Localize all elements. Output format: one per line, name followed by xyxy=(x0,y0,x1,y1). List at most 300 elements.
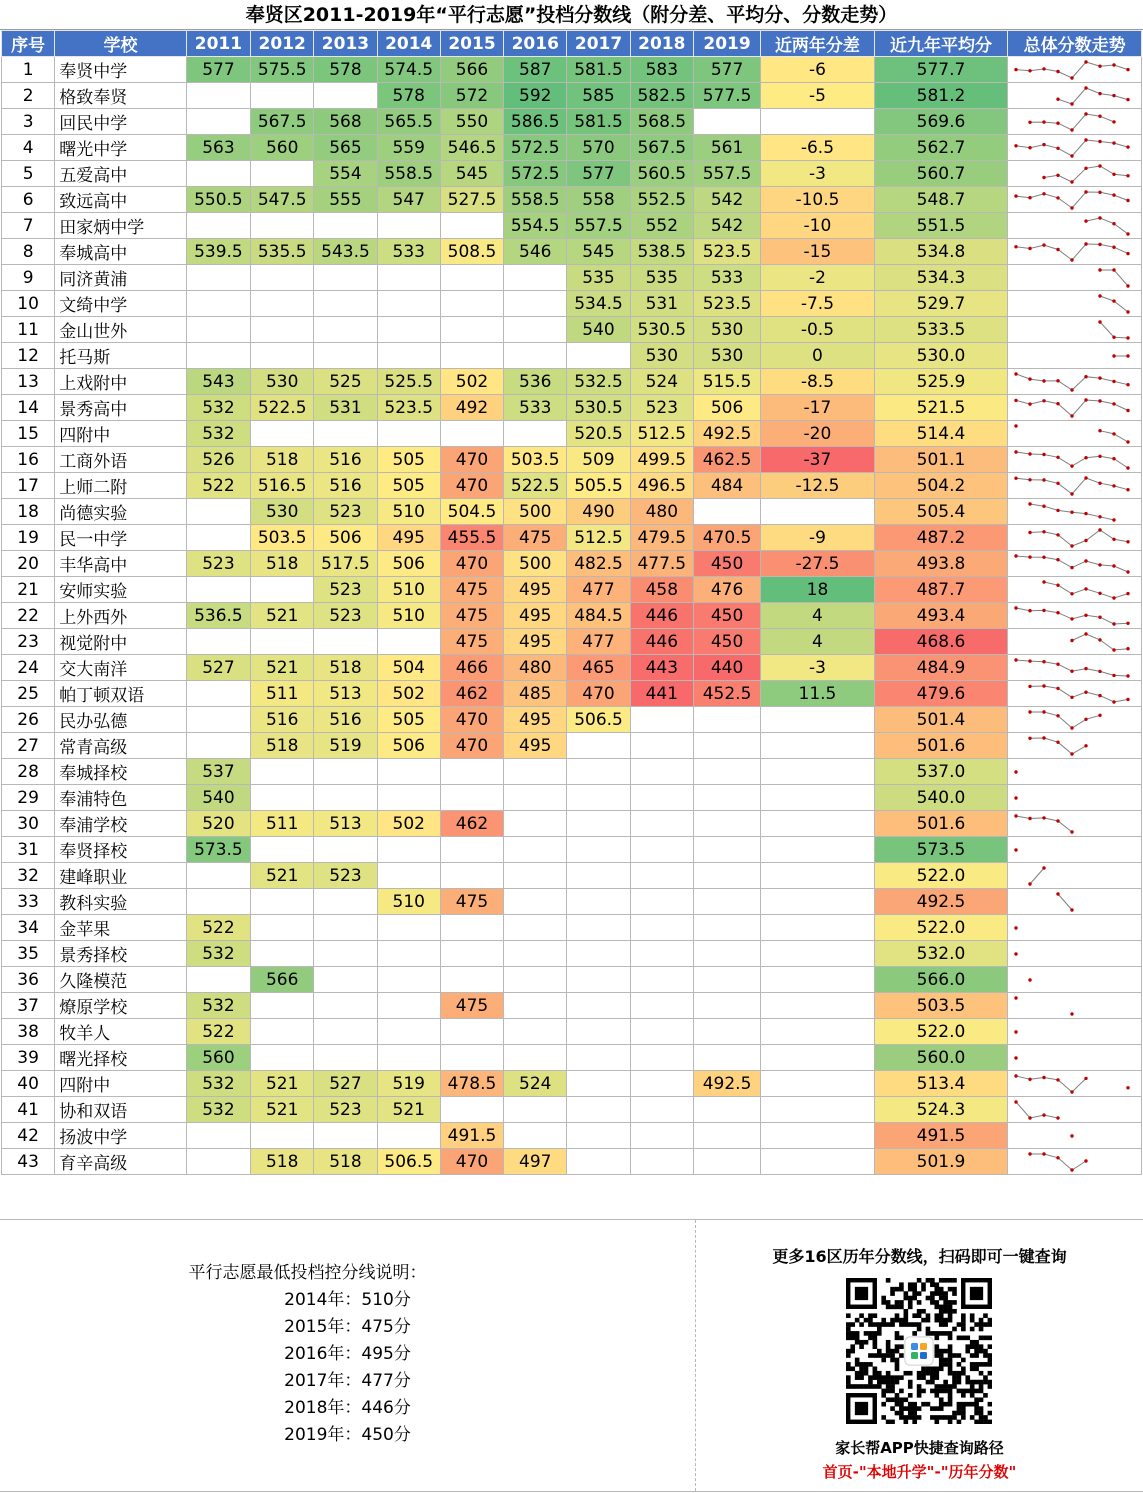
score-cell: 503.5 xyxy=(504,447,567,473)
trend-sparkline xyxy=(1008,447,1142,473)
score-cell: 577.5 xyxy=(693,83,760,109)
sparkline-point xyxy=(1043,478,1046,481)
qr-module xyxy=(961,1318,966,1323)
score-cell: 502 xyxy=(377,681,440,707)
column-header: 2016 xyxy=(504,31,567,57)
qr-module xyxy=(886,1278,891,1283)
sparkline-point xyxy=(1015,372,1018,375)
sparkline-point xyxy=(1015,1030,1018,1033)
score-cell: 575.5 xyxy=(251,57,314,83)
score-cell xyxy=(377,629,440,655)
score-cell xyxy=(377,421,440,447)
sparkline-point xyxy=(1015,814,1018,817)
sparkline-point xyxy=(1071,908,1074,911)
sparkline-line xyxy=(1016,1102,1058,1118)
sparkline-point xyxy=(1015,606,1018,609)
sparkline-point xyxy=(1099,191,1102,194)
qr-module xyxy=(957,1336,962,1341)
sparkline-point xyxy=(1113,222,1116,225)
sparkline-line xyxy=(1016,660,1128,676)
score-cell xyxy=(251,993,314,1019)
qr-module xyxy=(983,1393,988,1398)
qr-module xyxy=(948,1300,953,1305)
table-row xyxy=(2,993,1142,1019)
score-cell xyxy=(504,291,567,317)
score-cell xyxy=(693,811,760,837)
sparkline-point xyxy=(1113,336,1116,339)
sparkline-point xyxy=(1127,622,1130,625)
sparkline-line xyxy=(1100,296,1128,312)
sparkline-point xyxy=(1113,432,1116,435)
sparkline-point xyxy=(1015,554,1018,557)
column-header: 2017 xyxy=(567,31,630,57)
score-cell xyxy=(377,1123,440,1149)
score-cell: 533 xyxy=(693,265,760,291)
sparkline-point xyxy=(1043,1113,1046,1116)
sparkline-chart xyxy=(1008,785,1139,810)
qr-module xyxy=(873,1313,878,1318)
score-cell: 523 xyxy=(314,1097,377,1123)
row-number: 2 xyxy=(2,83,55,109)
score-cell: 475 xyxy=(440,993,503,1019)
qr-module xyxy=(957,1362,962,1367)
column-header: 2012 xyxy=(251,31,314,57)
qr-module xyxy=(917,1313,922,1318)
qr-module xyxy=(917,1415,922,1420)
school-name: 回民中学 xyxy=(55,109,187,135)
qr-module xyxy=(926,1278,931,1283)
school-name: 奉城择校 xyxy=(55,759,187,785)
score-cell: 450 xyxy=(693,629,760,655)
row-number: 28 xyxy=(2,759,55,785)
qr-module xyxy=(979,1384,984,1389)
qr-module xyxy=(895,1331,900,1336)
score-cell: 518 xyxy=(251,1149,314,1175)
page-title: 奉贤区2011-2019年“平行志愿”投档分数线（附分差、平均分、分数走势） xyxy=(0,0,1143,30)
score-cell xyxy=(440,941,503,967)
sparkline-point xyxy=(1127,409,1130,412)
sparkline-point xyxy=(1057,402,1060,405)
score-cell xyxy=(186,733,250,759)
score-cell: 577 xyxy=(186,57,250,83)
qr-module xyxy=(855,1336,860,1341)
score-cell xyxy=(377,967,440,993)
trend-sparkline xyxy=(1008,317,1142,343)
sparkline-chart xyxy=(1008,525,1139,550)
nine-year-average: 530.0 xyxy=(874,343,1008,369)
table-row xyxy=(2,109,1142,135)
qr-module xyxy=(850,1322,855,1327)
sparkline-point xyxy=(1113,622,1116,625)
qr-module xyxy=(881,1415,886,1420)
qr-module xyxy=(881,1375,886,1380)
sparkline-point xyxy=(1127,232,1130,235)
qr-module xyxy=(886,1344,891,1349)
score-cell xyxy=(630,941,693,967)
score-cell: 530 xyxy=(693,343,760,369)
sparkline-point xyxy=(1113,648,1116,651)
qr-module xyxy=(846,1336,851,1341)
score-cell: 530.5 xyxy=(567,395,630,421)
sparkline-point xyxy=(1043,1152,1046,1155)
sparkline-point xyxy=(1113,94,1116,97)
sparkline-point xyxy=(1085,167,1088,170)
sparkline-point xyxy=(1071,388,1074,391)
qr-module xyxy=(890,1358,895,1363)
row-number: 7 xyxy=(2,213,55,239)
score-cell xyxy=(377,759,440,785)
two-year-diff xyxy=(761,785,874,811)
score-cell: 491.5 xyxy=(440,1123,503,1149)
sparkline-point xyxy=(1043,736,1046,739)
qr-module xyxy=(921,1375,926,1380)
sparkline-point xyxy=(1071,639,1074,642)
sparkline-point xyxy=(1015,424,1018,427)
qr-module xyxy=(957,1380,962,1385)
score-cell: 492.5 xyxy=(693,1071,760,1097)
score-cell xyxy=(314,343,377,369)
qr-module xyxy=(957,1402,962,1407)
score-cell: 578 xyxy=(314,57,377,83)
score-cell xyxy=(251,759,314,785)
qr-module xyxy=(886,1389,891,1394)
qr-module xyxy=(939,1384,944,1389)
score-cell: 525 xyxy=(314,369,377,395)
qr-module xyxy=(890,1318,895,1323)
score-cell xyxy=(314,1123,377,1149)
table-row xyxy=(2,655,1142,681)
qr-module xyxy=(859,1384,864,1389)
score-cell xyxy=(186,863,250,889)
qr-module xyxy=(952,1375,957,1380)
sparkline-point xyxy=(1113,700,1116,703)
qr-module xyxy=(934,1318,939,1323)
qr-module xyxy=(970,1402,975,1407)
score-cell: 585 xyxy=(567,83,630,109)
sparkline-point xyxy=(1029,1152,1032,1155)
score-cell: 497 xyxy=(504,1149,567,1175)
sparkline-point xyxy=(1099,429,1102,432)
sparkline-point xyxy=(1071,1168,1074,1171)
sparkline-chart xyxy=(1008,915,1139,940)
sparkline-point xyxy=(1127,592,1130,595)
qr-module xyxy=(895,1411,900,1416)
qr-module xyxy=(890,1406,895,1411)
qr-module xyxy=(943,1349,948,1354)
score-cell: 518 xyxy=(251,551,314,577)
score-cell: 559 xyxy=(377,135,440,161)
qr-module xyxy=(952,1384,957,1389)
score-cell: 523.5 xyxy=(693,239,760,265)
score-cell xyxy=(314,759,377,785)
sparkline-point xyxy=(1029,555,1032,558)
score-cell xyxy=(504,759,567,785)
qr-module xyxy=(943,1331,948,1336)
sparkline-point xyxy=(1043,580,1046,583)
score-cell xyxy=(314,1019,377,1045)
sparkline-point xyxy=(1127,383,1130,386)
qr-code-icon[interactable] xyxy=(846,1278,992,1424)
sparkline-point xyxy=(1029,1078,1032,1081)
sparkline-point xyxy=(1085,667,1088,670)
score-cell xyxy=(693,915,760,941)
qr-module xyxy=(934,1384,939,1389)
qr-module xyxy=(952,1300,957,1305)
sparkline-line xyxy=(1016,244,1128,260)
score-cell: 547.5 xyxy=(251,187,314,213)
score-cell: 450 xyxy=(693,603,760,629)
qr-module xyxy=(961,1406,966,1411)
qr-module xyxy=(939,1358,944,1363)
score-cell xyxy=(693,967,760,993)
qr-module xyxy=(904,1371,909,1376)
row-number: 25 xyxy=(2,681,55,707)
qr-module xyxy=(930,1389,935,1394)
qr-module xyxy=(895,1300,900,1305)
sparkline-point xyxy=(1015,796,1018,799)
sparkline-point xyxy=(1043,453,1046,456)
school-name: 五爱高中 xyxy=(55,161,187,187)
row-number: 36 xyxy=(2,967,55,993)
score-cell: 565.5 xyxy=(377,109,440,135)
score-cell: 568.5 xyxy=(630,109,693,135)
qr-module xyxy=(979,1349,984,1354)
qr-module xyxy=(934,1331,939,1336)
qr-module xyxy=(899,1353,904,1358)
qr-module xyxy=(899,1318,904,1323)
qr-module xyxy=(881,1300,886,1305)
qr-module xyxy=(974,1411,979,1416)
trend-sparkline xyxy=(1008,863,1142,889)
column-header: 学校 xyxy=(55,31,187,57)
sparkline-point xyxy=(1099,638,1102,641)
qr-module xyxy=(970,1384,975,1389)
score-cell xyxy=(630,863,693,889)
qr-module xyxy=(952,1415,957,1420)
sparkline-chart xyxy=(1008,967,1139,992)
nine-year-average: 487.2 xyxy=(874,525,1008,551)
sparkline-point xyxy=(1043,866,1046,869)
trend-sparkline xyxy=(1008,1045,1142,1071)
sparkline-chart xyxy=(1008,759,1139,784)
qr-module xyxy=(952,1278,957,1283)
trend-sparkline xyxy=(1008,577,1142,603)
score-cell xyxy=(186,109,250,135)
score-cell: 581.5 xyxy=(567,109,630,135)
qr-module xyxy=(970,1313,975,1318)
qr-module xyxy=(904,1397,909,1402)
score-cell xyxy=(186,291,250,317)
qr-module xyxy=(899,1305,904,1310)
score-cell: 523.5 xyxy=(377,395,440,421)
score-cell: 520 xyxy=(186,811,250,837)
sparkline-chart xyxy=(1008,135,1139,160)
sparkline-chart xyxy=(1008,889,1139,914)
table-row xyxy=(2,1097,1142,1123)
nine-year-average: 504.2 xyxy=(874,473,1008,499)
score-cell xyxy=(186,1149,250,1175)
qr-module xyxy=(926,1371,931,1376)
two-year-diff xyxy=(761,1019,874,1045)
qr-module xyxy=(943,1384,948,1389)
score-cell xyxy=(377,343,440,369)
table-row xyxy=(2,603,1142,629)
qr-module xyxy=(917,1327,922,1332)
score-cell: 443 xyxy=(630,655,693,681)
score-cell: 505.5 xyxy=(567,473,630,499)
score-cell: 527.5 xyxy=(440,187,503,213)
score-cell: 513 xyxy=(314,811,377,837)
sparkline-point xyxy=(1043,120,1046,123)
qr-module xyxy=(939,1362,944,1367)
table-row xyxy=(2,135,1142,161)
qr-module xyxy=(934,1375,939,1380)
qr-module xyxy=(873,1331,878,1336)
qr-module xyxy=(970,1340,975,1345)
qr-module xyxy=(917,1375,922,1380)
score-cell xyxy=(251,317,314,343)
sparkline-point xyxy=(1015,144,1018,147)
qr-module xyxy=(965,1349,970,1354)
qr-module xyxy=(895,1336,900,1341)
table-row xyxy=(2,759,1142,785)
score-cell: 563 xyxy=(186,135,250,161)
qr-module xyxy=(886,1420,891,1424)
sparkline-point xyxy=(1043,67,1046,70)
score-cell xyxy=(251,421,314,447)
qr-module xyxy=(926,1366,931,1371)
nine-year-average: 522.0 xyxy=(874,915,1008,941)
school-name: 久隆模范 xyxy=(55,967,187,993)
sparkline-line xyxy=(1016,192,1128,208)
score-cell xyxy=(630,915,693,941)
qr-module xyxy=(921,1287,926,1292)
score-cell: 505 xyxy=(377,447,440,473)
qr-module xyxy=(939,1389,944,1394)
row-number: 30 xyxy=(2,811,55,837)
sparkline-point xyxy=(1029,659,1032,662)
score-cell: 521 xyxy=(251,1071,314,1097)
row-number: 29 xyxy=(2,785,55,811)
score-cell xyxy=(504,343,567,369)
score-cell: 552.5 xyxy=(630,187,693,213)
qr-module xyxy=(974,1366,979,1371)
row-number: 12 xyxy=(2,343,55,369)
score-cell: 521 xyxy=(251,863,314,889)
qr-module xyxy=(943,1300,948,1305)
score-cell: 526 xyxy=(186,447,250,473)
qr-module xyxy=(970,1344,975,1349)
qr-module xyxy=(850,1349,855,1354)
score-cell: 532 xyxy=(186,1071,250,1097)
two-year-diff: -37 xyxy=(761,447,874,473)
score-cell xyxy=(186,1123,250,1149)
qr-module xyxy=(886,1340,891,1345)
two-year-diff xyxy=(761,1097,874,1123)
score-cell xyxy=(693,785,760,811)
table-row xyxy=(2,1123,1142,1149)
sparkline-point xyxy=(1043,556,1046,559)
sparkline-point xyxy=(1029,1116,1032,1119)
score-cell: 450 xyxy=(693,551,760,577)
row-number: 16 xyxy=(2,447,55,473)
qr-module xyxy=(846,1384,851,1389)
sparkline-point xyxy=(1099,164,1102,167)
qr-module xyxy=(988,1411,992,1416)
score-cell: 577 xyxy=(567,161,630,187)
qr-module xyxy=(899,1402,904,1407)
qr-module xyxy=(890,1305,895,1310)
trend-sparkline xyxy=(1008,473,1142,499)
sparkline-point xyxy=(1057,1156,1060,1159)
school-name: 奉浦特色 xyxy=(55,785,187,811)
qr-module xyxy=(974,1420,979,1424)
score-cell: 470 xyxy=(567,681,630,707)
sparkline-point xyxy=(1015,194,1018,197)
qr-finder xyxy=(970,1287,983,1300)
school-name: 上外西外 xyxy=(55,603,187,629)
sparkline-point xyxy=(1071,1134,1074,1137)
qr-module xyxy=(895,1380,900,1385)
score-cell xyxy=(314,967,377,993)
sparkline-point xyxy=(1099,714,1102,717)
score-cell xyxy=(186,499,250,525)
score-cell: 523.5 xyxy=(693,291,760,317)
sparkline-line xyxy=(1016,62,1128,78)
score-cell: 518 xyxy=(314,655,377,681)
score-cell: 510 xyxy=(377,499,440,525)
qr-module xyxy=(943,1318,948,1323)
qr-module xyxy=(961,1371,966,1376)
score-cell xyxy=(567,1123,630,1149)
nine-year-average: 524.3 xyxy=(874,1097,1008,1123)
score-cell: 572.5 xyxy=(504,161,567,187)
score-cell xyxy=(567,915,630,941)
qr-module xyxy=(895,1393,900,1398)
qr-module xyxy=(904,1420,909,1424)
score-cell: 546 xyxy=(504,239,567,265)
score-cell: 523 xyxy=(186,551,250,577)
table-row xyxy=(2,889,1142,915)
score-cell xyxy=(440,317,503,343)
score-cell xyxy=(440,265,503,291)
sparkline-point xyxy=(1099,592,1102,595)
qr-module xyxy=(948,1313,953,1318)
sparkline-point xyxy=(1085,744,1088,747)
qr-module xyxy=(908,1300,913,1305)
score-cell: 532 xyxy=(186,421,250,447)
cutoff-notes xyxy=(0,1260,695,1449)
qr-module xyxy=(904,1406,909,1411)
score-cell: 511 xyxy=(251,811,314,837)
sparkline-chart xyxy=(1008,343,1139,368)
qr-module xyxy=(859,1375,864,1380)
score-cell: 475 xyxy=(440,629,503,655)
qr-module xyxy=(868,1362,873,1367)
nine-year-average: 551.5 xyxy=(874,213,1008,239)
score-cell: 455.5 xyxy=(440,525,503,551)
sparkline-point xyxy=(1085,1077,1088,1080)
qr-module xyxy=(895,1358,900,1363)
score-cell: 566 xyxy=(251,967,314,993)
qr-module xyxy=(939,1402,944,1407)
qr-module xyxy=(850,1336,855,1341)
row-number: 17 xyxy=(2,473,55,499)
score-cell: 543.5 xyxy=(314,239,377,265)
qr-module xyxy=(912,1415,917,1420)
qr-module xyxy=(974,1389,979,1394)
qr-module xyxy=(926,1331,931,1336)
